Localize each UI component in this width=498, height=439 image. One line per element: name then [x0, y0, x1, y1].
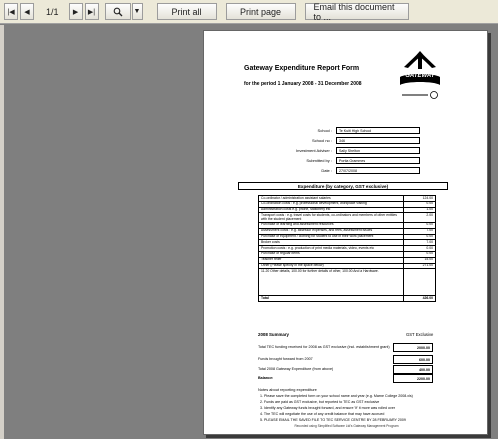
summary-amount: 2000.00	[393, 343, 433, 352]
item-amount: 0.00	[403, 202, 435, 207]
date-value: 27/07/2008	[336, 167, 420, 174]
item-amount: 271.00	[403, 264, 435, 269]
first-page-button[interactable]	[4, 3, 18, 20]
item-amount: 2.00	[403, 213, 435, 222]
next-page-button[interactable]	[69, 3, 83, 20]
first-page-icon: |◀	[7, 8, 15, 16]
last-page-button[interactable]	[85, 3, 99, 20]
item-amount: 0.00	[403, 235, 435, 240]
item-description: Purchase of regular items	[261, 251, 300, 256]
summary-row	[258, 343, 433, 352]
gst-exclusive-heading: GST Exclusive	[406, 332, 434, 337]
item-description: Purchase of equipment / clothing for student to use in their work placement	[261, 234, 374, 239]
balance-row	[258, 374, 433, 383]
submitted-by-value: Portia Grammes	[336, 157, 420, 164]
note-item: 5. PLEASE EMAIL THE SAVED FILE TO TEC SERVICE CENTRE BY 28 FEBRUARY 2009	[260, 418, 406, 422]
document-footer: Recorded using Simplified Software Ltd's Gateway Management Program	[294, 424, 399, 428]
item-amount	[403, 269, 435, 295]
summary-amount: 600.00	[393, 355, 433, 364]
item-description: Administration costs e.g. phone, stationery etc	[261, 207, 331, 212]
item-amount: 7.00	[403, 240, 435, 245]
summary-description: Total 2008 Gateway Expenditure (from above)	[258, 367, 334, 372]
print-all-button[interactable]: Print all	[157, 3, 217, 20]
item-amount: 0.00	[403, 223, 435, 228]
email-document-button[interactable]: Email this document to ...	[305, 3, 409, 20]
previous-page-button[interactable]	[20, 3, 34, 20]
item-amount: 0.00	[403, 246, 435, 251]
next-page-icon: ▶	[72, 8, 79, 16]
note-item: 3. Identify any Gateway funds brought forward, and ensure 'If' it more was rolled over	[260, 406, 396, 410]
item-description: Broker costs	[261, 239, 280, 244]
expenditure-table	[258, 195, 436, 302]
balance-amount: 2200.00	[393, 374, 433, 383]
expenditure-heading: Expenditure (by category, GST exclusive)	[238, 182, 448, 190]
item-amount: 124.00	[403, 196, 435, 201]
date-label: Date :	[321, 168, 332, 173]
school-number-value: 346	[336, 137, 420, 144]
investment-adviser-label: Investment Adviser :	[295, 148, 332, 153]
search-button[interactable]	[105, 3, 131, 20]
item-description: Assessment costs : e.g. assessor expenses, and fees, assessment issues	[261, 228, 373, 233]
school-value: Te Kuiti High School	[336, 127, 420, 134]
last-page-icon: ▶|	[87, 8, 96, 16]
note-item: 4. The TEC will negotiate the use of any credit balance that may have accrued	[260, 412, 385, 416]
item-description: Purchase of learning and assessment resources	[261, 222, 334, 227]
page-indicator: 1/1	[46, 6, 59, 17]
school-row	[264, 127, 434, 134]
summary-description: Total TEC funding received for 2008 as GST exclusive (incl. establishment grant)	[258, 345, 390, 350]
notes-heading: Notes about reporting expenditure	[258, 387, 317, 392]
item-description: Teacher relief	[261, 257, 282, 262]
item-description: Promotion costs : e.g. production of print media materials, video, events etc	[261, 245, 375, 250]
left-panel-edge	[0, 25, 4, 439]
summary-row	[258, 355, 433, 364]
previous-page-icon: ◀	[24, 8, 30, 16]
investment-adviser-value: Sally Shelton	[336, 147, 420, 154]
summary-heading: 2008 Summary	[258, 332, 289, 337]
item-description: Other (Please specify in the space below)	[261, 263, 324, 268]
document-title: Gateway Expenditure Report Form	[244, 65, 360, 72]
gateway-logo-text: GATEWAY	[405, 73, 435, 79]
note-item: 2. Funds are paid as GST exclusive, but reported to TEC as GST exclusive	[260, 400, 380, 404]
item-description: Co-ordinator / administration assistant salaries	[261, 195, 331, 200]
total-label: Total	[261, 295, 269, 300]
print-page-button[interactable]: Print page	[226, 3, 296, 20]
summary-description: Funds brought forward from 2007	[258, 357, 313, 362]
total-row	[259, 296, 435, 301]
item-amount: 1.00	[403, 208, 435, 213]
summary-row	[258, 365, 433, 374]
item-amount: 7.00	[403, 229, 435, 234]
item-amount: 15.00	[403, 258, 435, 263]
submitted-by-label: Submitted by :	[306, 158, 332, 163]
submitted-by-row	[264, 157, 434, 164]
search-icon	[113, 7, 123, 17]
note-item: 1. Please save the completed form on your school name and year (e.g. Marne College 2008.xls)	[260, 394, 413, 398]
school-number-row	[264, 137, 434, 144]
date-row	[264, 167, 434, 174]
gateway-logo	[396, 47, 444, 101]
balance-label: Balance:	[258, 376, 274, 381]
other-details-row	[259, 269, 435, 296]
school-label: School :	[317, 128, 332, 133]
total-amount: 426.00	[403, 296, 435, 301]
search-options-dropdown[interactable]	[132, 3, 143, 20]
toolbar	[0, 0, 498, 24]
report-period: for the period 1 January 2008 - 31 December 2008	[244, 81, 362, 87]
item-description: Transport costs : e.g. travel costs for students, co-ordinators and members of other entities with the student placement	[261, 212, 397, 221]
summary-amount: 400.00	[393, 365, 433, 374]
chevron-down-icon: ▼	[133, 8, 141, 15]
document-page	[203, 30, 488, 435]
investment-adviser-row	[264, 147, 434, 154]
other-details-text: 11.20 Other details, 100.00 for further details of other, 100.00 And a Hardware.	[261, 268, 379, 273]
item-amount: 0.00	[403, 252, 435, 257]
school-number-label: School no :	[311, 138, 332, 143]
item-description: Co-ordination costs : e.g. professional development, workplace visiting	[261, 201, 367, 206]
